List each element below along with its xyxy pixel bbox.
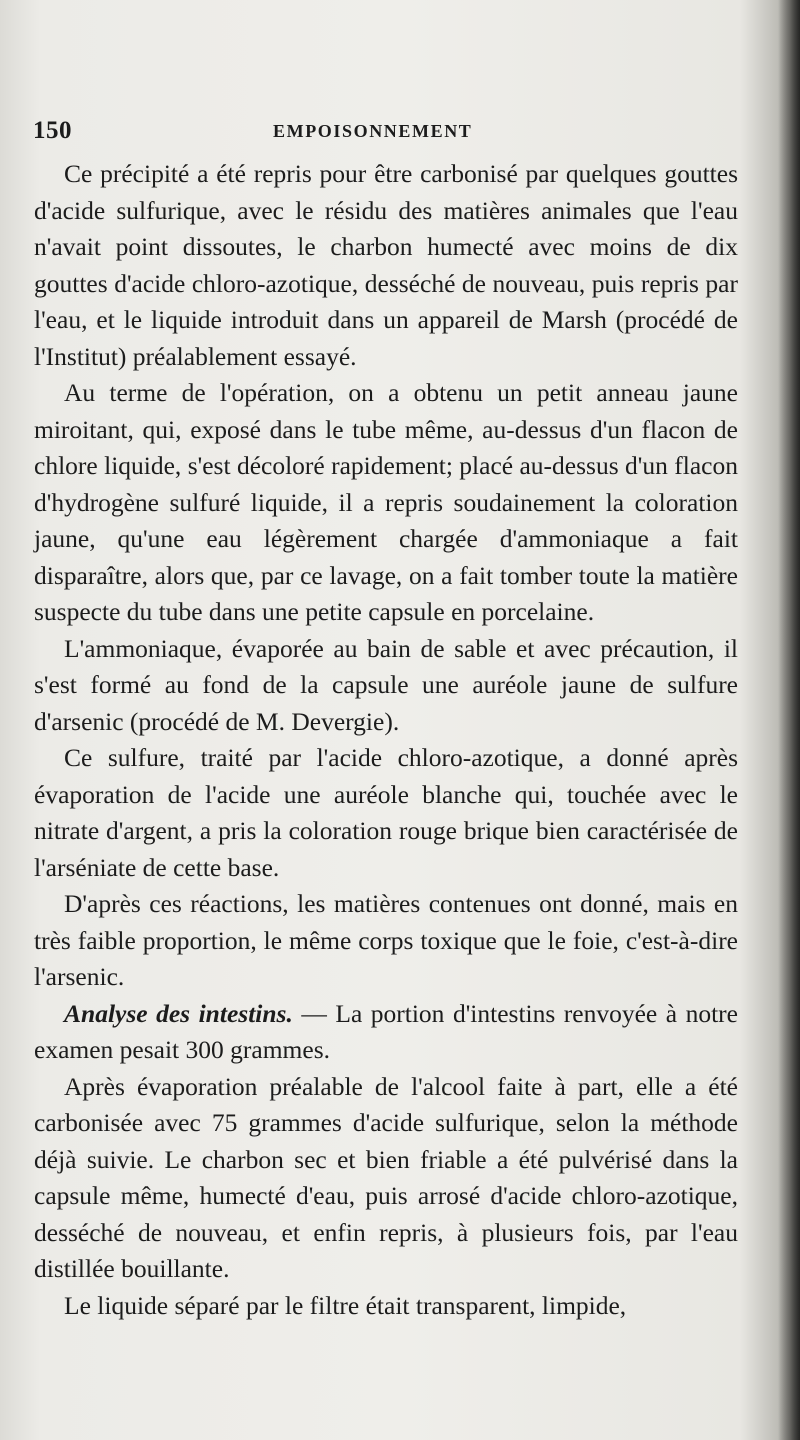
paragraph: Ce sulfure, traité par l'acide chloro-azotique, a donné après évaporation de l'acide une auréole blanche qui, touchée avec le nitrate d'argent, a pris la coloration rouge brique bien caractérisée de l'arséniate de cette base. <box>34 743 738 882</box>
page-number: 150 <box>33 117 72 144</box>
page-gutter-shadow <box>778 0 800 1440</box>
paragraph: Au terme de l'opération, on a obtenu un petit anneau jaune miroitant, qui, exposé dans le tube même, au-dessus d'un flacon de chlore liquide, s'est décoloré rapidement; placé au-dessus d'un flacon d'hydrogène sulfuré liquide, il a repris soudainement la coloration jaune, qu'une eau légèrement chargée d'ammoniaque a fait disparaître, alors que, par ce lavage, on a fait tomber toute la matière suspecte du tube dans une petite capsule en porcelaine. <box>34 378 738 626</box>
paragraph: Après évaporation préalable de l'alcool faite à part, elle a été carbonisée avec 75 grammes d'acide sulfurique, selon la méthode déjà suivie. Le charbon sec et bien friable a été pulvérisé dans la capsule même, humecté d'eau, puis arrosé d'acide chloro-azotique, desséché de nouveau, et enfin repris, à plusieurs fois, par l'eau distillée bouillante. <box>34 1071 738 1283</box>
page-header <box>33 117 733 149</box>
paragraph: Ce précipité a été repris pour être carbonisé par quelques gouttes d'acide sulfurique, avec le résidu des matières animales que l'eau n'avait point dissoutes, le charbon humecté avec moins de dix gouttes d'acide chloro-azotique, desséché de nouveau, puis repris par l'eau, et le liquide introduit dans un appareil de Marsh (procédé de l'Institut) préalablement essayé. <box>34 159 738 371</box>
paragraph: D'après ces réactions, les matières contenues ont donné, mais en très faible proportion, le même corps toxique que le foie, c'est-à-dire l'arsenic. <box>34 889 738 991</box>
section-run-in-heading: Analyse des intestins. <box>64 998 293 1028</box>
paragraph: Le liquide séparé par le filtre était transparent, limpide, <box>64 1290 627 1320</box>
paragraph: L'ammoniaque, évaporée au bain de sable et avec précaution, il s'est formé au fond de la capsule une auréole jaune de sulfure d'arsenic (procédé de M. Devergie). <box>34 633 738 736</box>
paragraph-with-run-in-heading <box>34 996 738 1069</box>
body-text <box>34 156 738 1324</box>
paragraph-text: — La portion d'intestins renvoyée à notre examen pesait 300 grammes. <box>34 998 738 1064</box>
running-title: EMPOISONNEMENT <box>273 121 473 141</box>
